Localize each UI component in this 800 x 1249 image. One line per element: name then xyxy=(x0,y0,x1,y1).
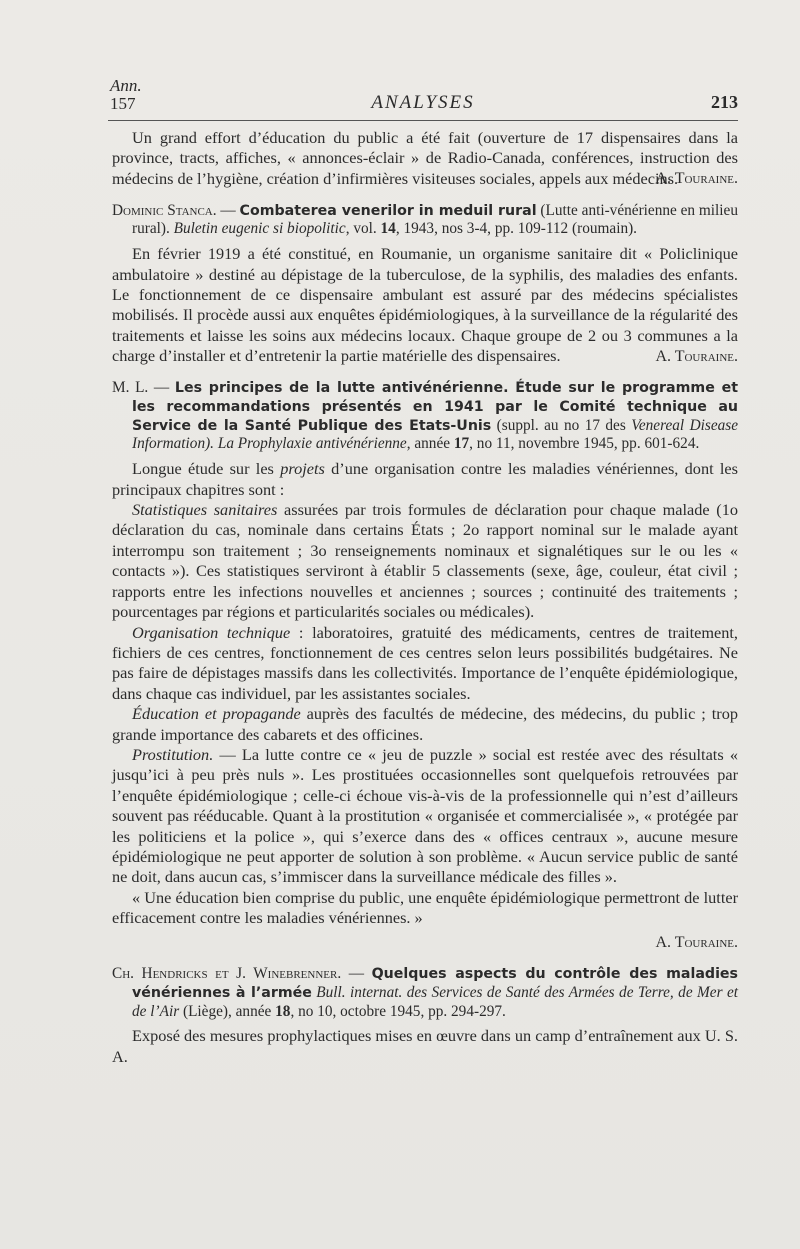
journal-abbrev: Ann. xyxy=(110,76,142,95)
abstract-ml xyxy=(112,379,738,953)
section-education: Éducation et propagande auprès des facultés de médecine, des médecins, du public ; trop grande importance des cabarets et des officines. xyxy=(112,704,738,744)
abstract-paragraph: Exposé des mesures prophylactiques mises en œuvre dans un camp d’entraînement aux U. S. A. xyxy=(112,1026,738,1066)
section-organisation: Organisation technique : laboratoires, gratuité des médicaments, centres de traitement, fichiers de ces centres, fonctionnement de ces centres selon leurs possibilités budgétaires. Ne pas faire de dépistages massifs dans les collectivités. Importance de l’enquête épidémiologique, dans chaque cas individuel, par les assistantes sociales. xyxy=(112,622,738,703)
citation-heading: Dominic Stanca. — Combaterea venerilor in meduil rural (Lutte anti-vénérienne en milieu rural). Buletin eugenic si biopolitic, vol. 14, 1943, nos 3-4, pp. 109-112 (roumain). xyxy=(112,201,738,238)
abstract-signature: A. Touraine. xyxy=(655,347,738,365)
header-rule xyxy=(108,120,738,121)
running-header xyxy=(108,70,738,120)
abstract-paragraph: En février 1919 a été constitué, en Roumanie, un organisme sanitaire dit « Policlinique ambulatoire » destiné au dépistage de la tuberculose, de la syphilis, des maladies des enfants. Le fonctionnement de ce dispensaire ambulant est assuré par des médecins spécialistes mobilisés. Il procède aussi aux enquêtes épidémiologiques, à la surveillance de la régularité des traitements et laisse les soins aux médecins locaux. Chaque groupe de 2 ou 3 communes a la charge d’installer et d’entretenir la partie matérielle des dispensaires. xyxy=(112,244,738,366)
abstract-paragraph: Un grand effort d’éducation du public a été fait (ouverture de 17 dispensaires dans la province, tracts, affiches, « annonces-éclair » de Radio-Canada, conférences, instruction des médecins de l’hygiène, création d’infirmières visiteuses sociales, appels aux médecins. xyxy=(112,128,738,188)
citation-title: Quelques aspects du contrôle des maladies vénériennes à l’armée xyxy=(132,966,738,1001)
citation-volume: 14 xyxy=(380,220,396,238)
citation-author: M. L. xyxy=(112,379,149,397)
abstract-intro: Longue étude sur les projets d’une organisation contre les maladies vénériennes, dont les principaux chapitres sont : xyxy=(112,459,738,499)
citation-volume: 18 xyxy=(275,1002,291,1020)
abstract-signature: A. Touraine. xyxy=(655,170,738,188)
page-number: 213 xyxy=(711,92,738,112)
citation-journal: Bull. internat. des Services de Santé des Armées de Terre, de Mer et de l’Air xyxy=(132,983,739,1020)
section-statistics: Statistiques sanitaires assurées par trois formules de déclaration pour chaque malade (1o déclaration du cas, nominale dans certains États ; 2o rapport nominal sur le malade ayant interrompu son traitement ; 3o renseignements nominaux et signalétiques sur le ou les « contacts »). Ces statistiques serviront à établir 5 classements (sexe, âge, couleur, état civil ; rapports entre les infections nouvelles et anciennes ; sources ; continuité des traitements ; pourcentages par régions et particularités sociales ou médicales). xyxy=(112,500,739,622)
citation-volume: 17 xyxy=(453,435,470,453)
citation-journal: Venereal Disease Information). La Prophylaxie antivénérienne xyxy=(132,416,738,453)
citation-heading: M. L. — Les principes de la lutte antivénérienne. Étude sur le programme et les recommandations présentés en 1941 par le Comité technique au Service de la Santé Publique des Etats-Unis (suppl. au no 17 des Venereal Disease Information). La Prophylaxie antivénérienne, année 17, no 11, novembre 1945, pp. 601-624. xyxy=(112,379,739,453)
abstract-hendricks xyxy=(112,965,738,1067)
abstract-continued xyxy=(112,128,738,190)
citation-title: Les principes de la lutte antivénérienne. Étude sur le programme et les recommandations présentés en 1941 par le Comité technique au Service de la Santé Publique des Etats-Unis xyxy=(132,380,739,434)
abstract-signature: A. Touraine. xyxy=(655,933,738,951)
section-prostitution: Prostitution. — La lutte contre ce « jeu de puzzle » social est restée avec des résultats « jusqu’ici à peu près nuls ». Les prostituées occasionnelles sont quelquefois retrouvées par l’enquête épidémiologique ; celle-ci échoue vis-à-vis de la professionnelle qui n’est d’ailleurs souvent pas rééducable. Quant à la prostitution « organisée et commercialisée », « protégée par les politiciens et la police », qui s’exerce dans des « offices centraux », aucune mesure épidémiologique ne peut apporter de solution à son problème. « Aucun service public de santé ne doit, dans aucun cas, s’immiscer dans la surveillance médicale des filles ». xyxy=(112,744,738,887)
volume-number: 157 xyxy=(110,94,136,113)
citation-journal: Buletin eugenic si biopolitic xyxy=(173,220,346,238)
citation-author: Ch. Hendricks et J. Winebrenner. xyxy=(112,965,342,982)
abstract-stanca xyxy=(112,202,738,367)
citation-title: Combaterea venerilor in meduil rural xyxy=(239,202,537,219)
page-body xyxy=(112,128,738,1067)
section-title: ANALYSES xyxy=(371,92,475,113)
citation-heading: Ch. Hendricks et J. Winebrenner. — Quelques aspects du contrôle des maladies vénériennes à l’armée Bull. internat. des Services de Santé des Armées de Terre, de Mer et de l’Air (Liège), année 18, no 10, octobre 1945, pp. 294-297. xyxy=(112,965,739,1020)
citation-author: Dominic Stanca. xyxy=(112,201,217,219)
abstract-closing: « Une éducation bien comprise du public, une enquête épidémiologique permettront de lutter efficacement contre les maladies vénériennes. » xyxy=(112,887,738,928)
